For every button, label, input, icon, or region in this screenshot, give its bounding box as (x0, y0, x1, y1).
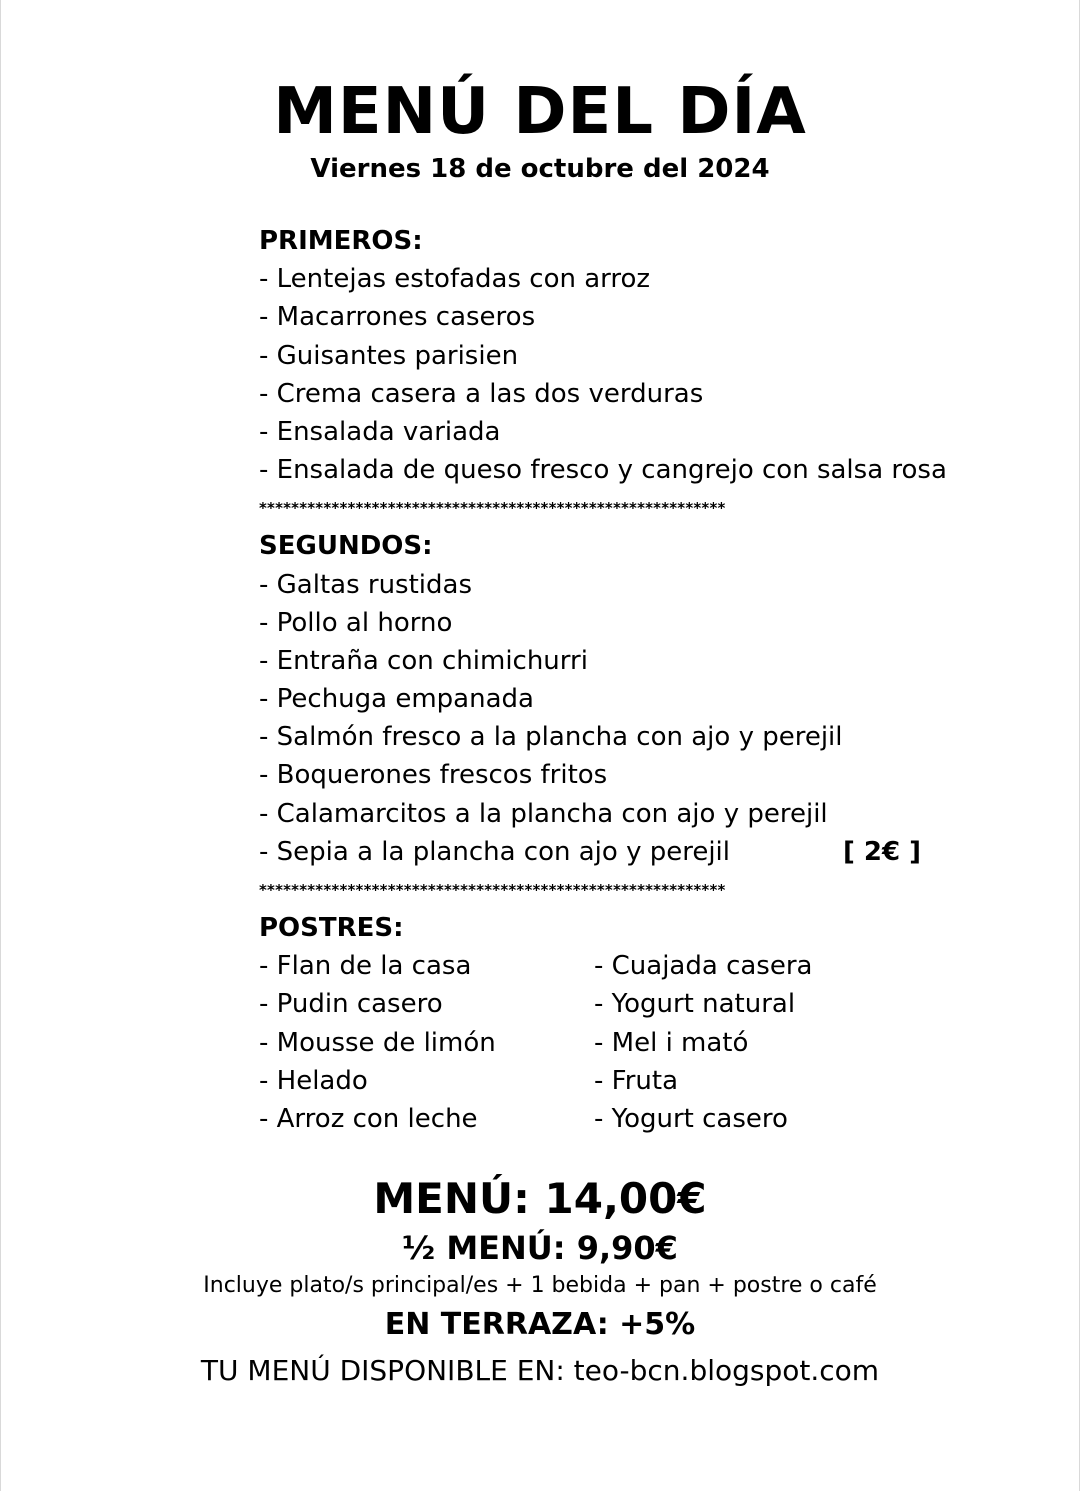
dish-item: - Pechuga empanada (259, 684, 534, 715)
dessert-item: - Mel i mató (594, 1027, 749, 1058)
dessert-item: - Helado (259, 1065, 368, 1096)
dessert-item: - Yogurt natural (594, 989, 796, 1020)
dessert-item: - Flan de la casa (259, 951, 472, 982)
dessert-item: - Yogurt casero (594, 1103, 788, 1134)
availability-note: TU MENÚ DISPONIBLE EN: teo-bcn.blogspot.com (200, 1354, 880, 1387)
menu-body (259, 222, 1049, 1138)
dish-item: - Guisantes parisien (259, 340, 519, 371)
dish-item: - Calamarcitos a la plancha con ajo y perejil (259, 798, 828, 829)
dish-item: - Macarrones caseros (259, 302, 536, 333)
dessert-item: - Cuajada casera (594, 951, 813, 982)
dish-item: - Boquerones frescos fritos (259, 760, 608, 791)
terrace-surcharge: EN TERRAZA: +5% (384, 1307, 696, 1342)
dish-item: - Salmón fresco a la plancha con ajo y perejil (259, 722, 843, 753)
section-title-primeros: PRIMEROS: (259, 226, 423, 256)
dish-item: - Ensalada variada (259, 416, 501, 447)
dish-item: - Entraña con chimichurri (259, 645, 588, 676)
dessert-item: - Mousse de limón (259, 1027, 496, 1058)
dish-item: - Lentejas estofadas con arroz (259, 264, 651, 295)
menu-date: Viernes 18 de octubre del 2024 (310, 154, 770, 184)
separator: ********************************************************** (259, 499, 726, 518)
dish-item: - Galtas rustidas (259, 569, 473, 600)
menu-price: MENÚ: 14,00€ (373, 1174, 707, 1223)
dessert-item: - Arroz con leche (259, 1103, 478, 1134)
menu-title: MENÚ DEL DÍA (273, 75, 807, 149)
section-title-postres: POSTRES: (259, 913, 404, 943)
dish-item: - Ensalada de queso fresco y cangrejo con salsa rosa (259, 455, 947, 486)
dessert-item: - Pudin casero (259, 989, 443, 1020)
separator: ********************************************************** (259, 881, 726, 899)
dish-item-label: - Sepia a la plancha con ajo y perejil (259, 836, 731, 867)
includes-note: Incluye plato/s principal/es + 1 bebida + pan + postre o café (203, 1273, 877, 1298)
dessert-grid (259, 947, 1049, 1138)
section-title-segundos: SEGUNDOS: (259, 531, 433, 562)
dish-item-with-supplement (259, 833, 1049, 871)
dish-item: - Crema casera a las dos verduras (259, 378, 704, 409)
supplement-price: [ 2€ ] (843, 836, 922, 867)
half-menu-price: ½ MENÚ: 9,90€ (402, 1229, 678, 1267)
dish-item: - Pollo al horno (259, 607, 453, 638)
dessert-item: - Fruta (594, 1065, 679, 1096)
